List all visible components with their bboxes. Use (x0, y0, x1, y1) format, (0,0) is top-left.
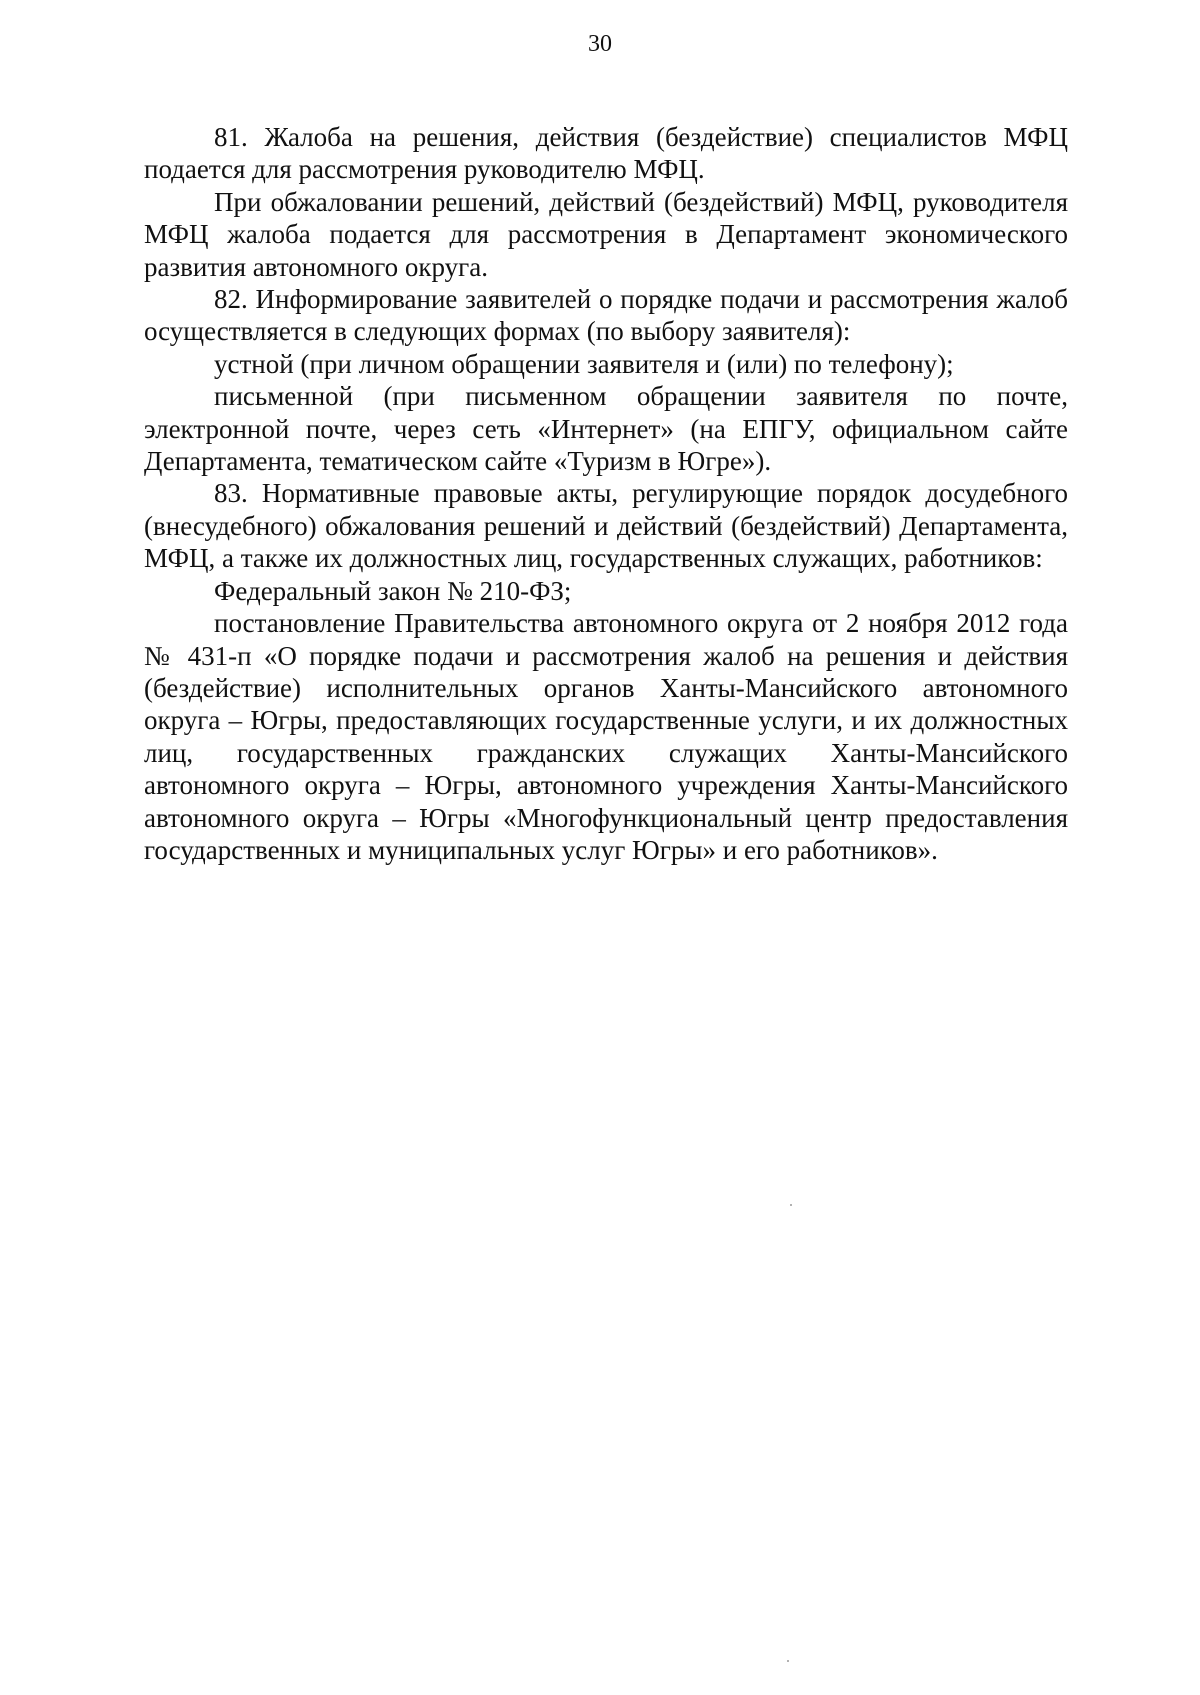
document-body (144, 121, 1068, 866)
scan-speck (787, 1660, 789, 1662)
paragraph-appeal-department: При обжаловании решений, действий (бездействий) МФЦ, руководителя МФЦ жалоба подается для рассмотрения в Департамент экономического развития автономного округа. (144, 186, 1068, 282)
paragraph-83-legal-acts: 83. Нормативные правовые акты, регулирующие порядок досудебного (внесудебного) обжалования решений и действий (бездействий) Департамента, МФЦ, а также их должностных лиц, государственных служащих, работников: (144, 478, 1068, 574)
paragraph-82-informing: 82. Информирование заявителей о порядке подачи и рассмотрения жалоб осуществляется в следующих формах (по выбору заявителя): (144, 284, 1068, 347)
paragraph-government-resolution: постановление Правительства автономного округа от 2 ноября 2012 года № 431-п «О порядке подачи и рассмотрения жалоб на решения и действия (бездействие) исполнительных органов Ханты-Мансийского автономного округа – Югры, предоставляющих государственные услуги, и их должностных лиц, государственных гражданских служащих Ханты-Мансийского автономного округа – Югры, автономного учреждения Ханты-Мансийского автономного округа – Югры «Многофункциональный центр предоставления государственных и муниципальных услуг Югры» и его работников». (144, 608, 1068, 865)
paragraph-written-form: письменной (при письменном обращении заявителя по почте, электронной почте, через сеть «Интернет» (на ЕПГУ, официальном сайте Департамента, тематическом сайте «Туризм в Югре»). (144, 381, 1068, 477)
paragraph-81-complaint: 81. Жалоба на решения, действия (бездействие) специалистов МФЦ подается для рассмотрения руководителю МФЦ. (144, 122, 1068, 185)
page-number: 30 (588, 31, 612, 57)
scan-speck (790, 1204, 792, 1206)
paragraph-federal-law: Федеральный закон № 210-ФЗ; (214, 575, 572, 606)
paragraph-oral-form: устной (при личном обращении заявителя и (или) по телефону); (214, 348, 954, 379)
